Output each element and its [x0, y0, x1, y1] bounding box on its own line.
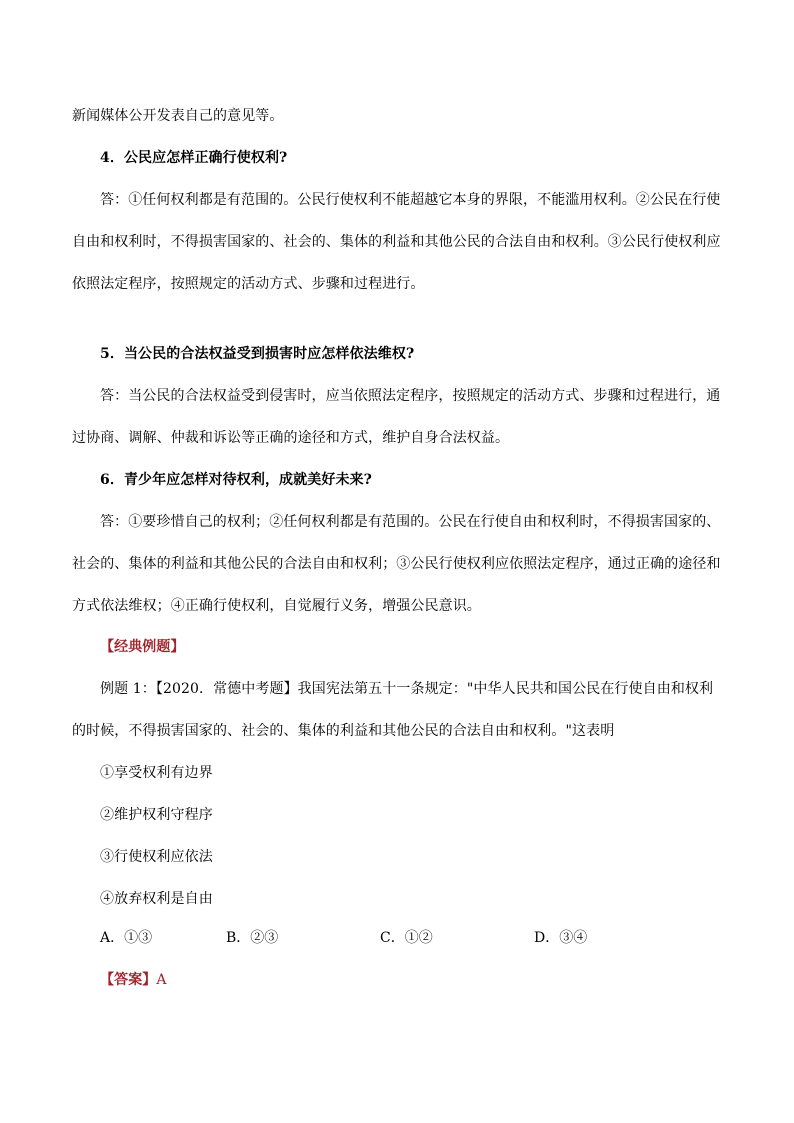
section-heading-examples: 【经典例题】 [100, 639, 185, 655]
answer-row [100, 970, 760, 990]
question-6: 6．青少年应怎样对待权利，成就美好未来? [100, 472, 372, 488]
option-a: A．①③ [100, 930, 153, 946]
answer-6-line-3: 方式依法维权；④正确行使权利，自觉履行义务，增强公民意识。 [72, 598, 481, 614]
question-4: 4．公民应怎样正确行使权利? [100, 150, 288, 166]
option-b: B．②③ [226, 930, 279, 946]
choice-options [100, 928, 700, 948]
answer-4-line-2: 自由和权利时，不得损害国家的、社会的、集体的利益和其他公民的合法自由和权利。③公民行使权利应 [72, 234, 721, 250]
statement-3: ③行使权利应依法 [100, 849, 213, 865]
answer-6-line-2: 社会的、集体的利益和其他公民的合法自由和权利；③公民行使权利应依照法定程序，通过正确的途径和 [72, 556, 721, 572]
statement-2: ②维护权利守程序 [100, 807, 213, 823]
text-line: 新闻媒体公开发表自己的意见等。 [72, 108, 284, 124]
answer-5-line-2: 过协商、调解、仲裁和诉讼等正确的途径和方式，维护自身合法权益。 [72, 430, 510, 446]
example-1-line-2: 的时候，不得损害国家的、社会的、集体的利益和其他公民的合法自由和权利。"这表明 [72, 723, 615, 739]
answer-value: A [156, 972, 167, 988]
answer-5-line-1: 答：当公民的合法权益受到侵害时，应当依照法定程序，按照规定的活动方式、步骤和过程进行，通 [100, 388, 721, 404]
answer-label: 【答案】 [100, 972, 157, 988]
question-5: 5．当公民的合法权益受到损害时应怎样依法维权? [100, 346, 415, 362]
statement-1: ①享受权利有边界 [100, 765, 213, 781]
answer-4-line-3: 依照法定程序，按照规定的活动方式、步骤和过程进行。 [72, 276, 425, 292]
answer-6-line-1: 答：①要珍惜自己的权利；②任何权利都是有范围的。公民在行使自由和权利时，不得损害国家的、 [100, 514, 721, 530]
option-d: D．③④ [534, 930, 588, 946]
option-c: C．①② [380, 930, 433, 946]
answer-4-line-1: 答：①任何权利都是有范围的。公民行使权利不能超越它本身的界限，不能滥用权利。②公民在行使 [100, 192, 721, 208]
example-1-line-1: 例题 1：【2020．常德中考题】我国宪法第五十一条规定："中华人民共和国公民在行使自由和权利 [100, 681, 714, 697]
statement-4: ④放弃权利是自由 [100, 891, 213, 907]
